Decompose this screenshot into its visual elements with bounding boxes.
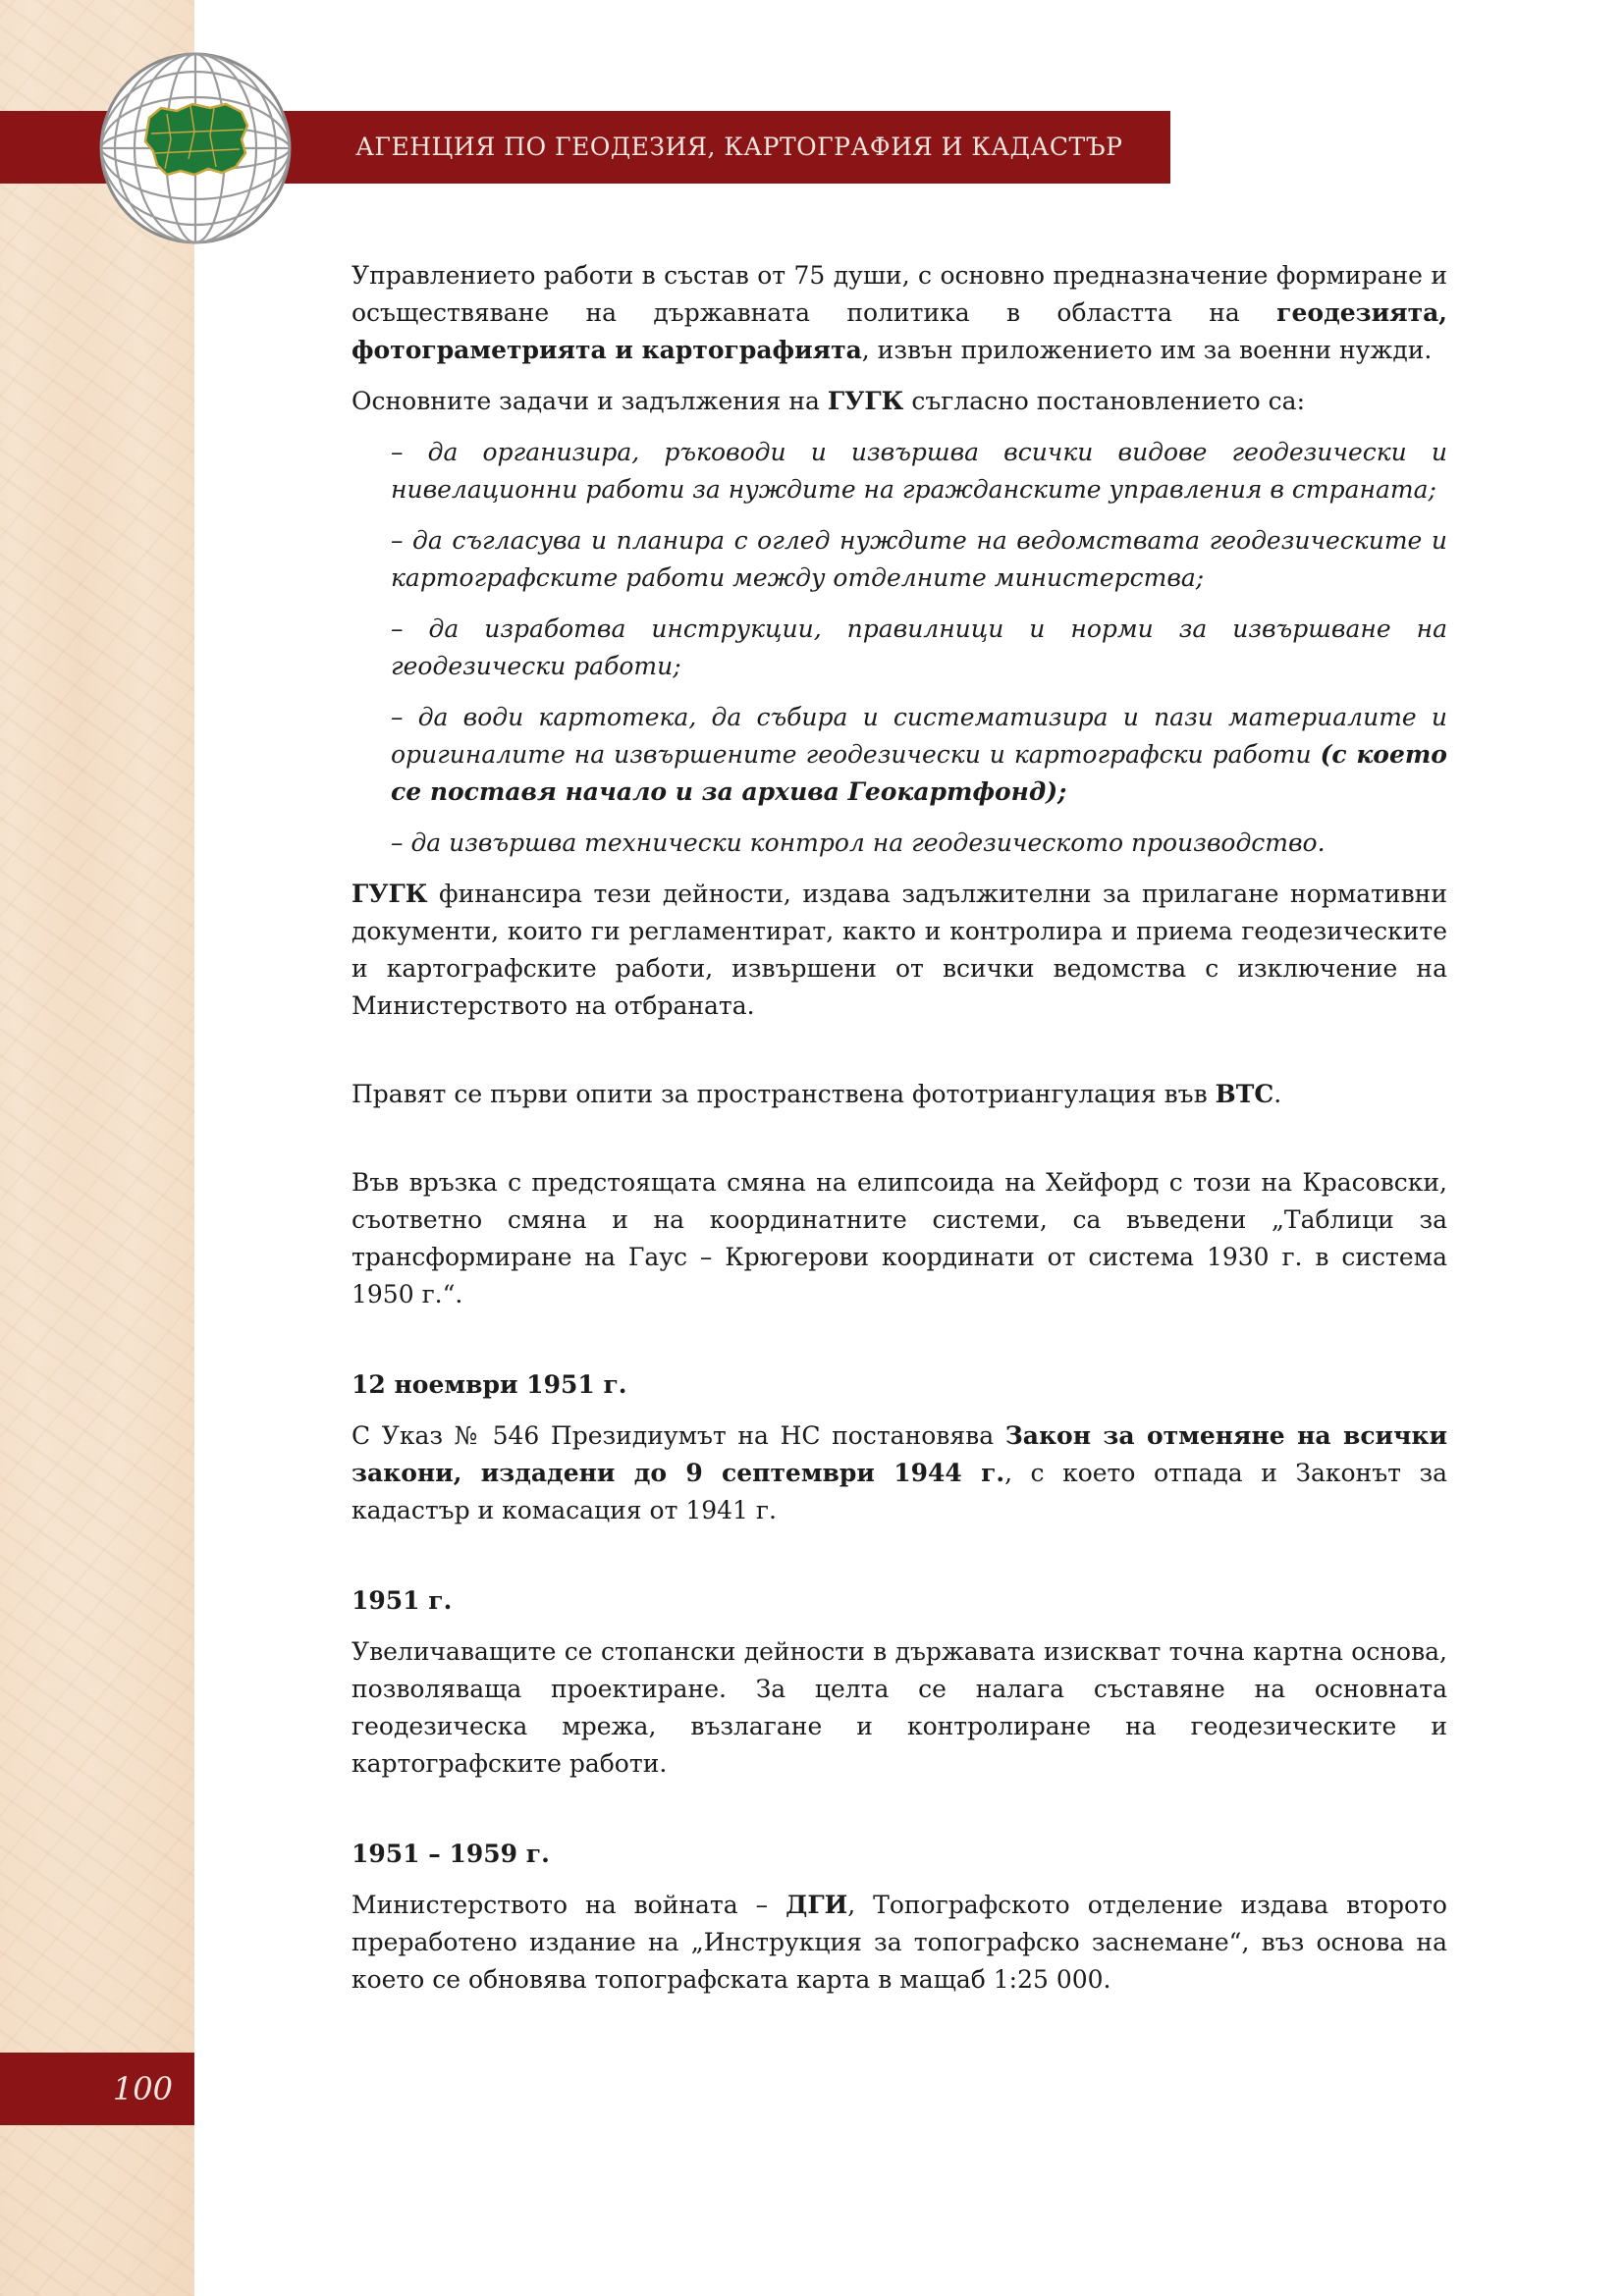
paragraph-economic-activities: Увеличаващите се стопански дейности в държавата изискват точна картна основа, позволяваща проектиране. За целта се налага съставяне на основната геодезическа мрежа, възлагане и контролиране на геодезическите и картографските работи.	[352, 1637, 1447, 1778]
paragraph-decree	[352, 1417, 1447, 1529]
paragraph-tasks-intro	[352, 383, 1447, 420]
bold-text-run: Закон за отменяне на всички закони, издадени до 9 септември 1944 г.	[352, 1421, 1447, 1487]
page-number: 100	[112, 2070, 173, 2108]
list-item: – да изработва инструкции, правилници и норми за извършване на геодезически работи;	[391, 614, 1447, 680]
text-run: Министерството на войната –	[352, 1891, 786, 1919]
bold-text-run: ДГИ	[785, 1891, 848, 1919]
bold-text-run: (с което се поставя начало и за архива Геокартфонд);	[391, 740, 1447, 806]
text-run: Основните задачи и задължения на	[352, 387, 828, 415]
globe-logo-icon	[98, 51, 293, 245]
text-run: съгласно постановлението са:	[903, 387, 1305, 415]
paragraph-ministry-of-war	[352, 1887, 1447, 1999]
paragraph-financing	[352, 876, 1447, 1025]
text-run: .	[1273, 1080, 1282, 1108]
bold-text-run: ГУГК	[352, 880, 428, 908]
decorative-side-strip	[0, 0, 194, 2296]
paragraph-management	[352, 257, 1447, 369]
text-run: , с което отпада и Законът за кадастър и комасация от 1941 г.	[352, 1459, 1447, 1524]
paragraph-phototriangulation	[352, 1076, 1447, 1113]
bold-text-run: геодезията, фотограметрията и картографията	[352, 298, 1447, 364]
text-run: Правят се първи опити за пространствена фототриангулация във	[352, 1080, 1216, 1108]
header-title: АГЕНЦИЯ ПО ГЕОДЕЗИЯ, КАРТОГРАФИЯ И КАДАСТЪР	[355, 133, 1123, 161]
text-run: , Топографското отделение издава второто преработено издание на „Инструкция за топографско заснемане“, въз основа на което се обновява топографската карта в мащаб 1:25 000.	[352, 1891, 1447, 1994]
bold-text-run: ВТС	[1215, 1080, 1274, 1108]
list-item	[352, 699, 1447, 811]
main-content	[352, 257, 1447, 1999]
text-run: финансира тези дейности, издава задължителни за прилагане нормативни документи, които ги регламентират, както и контролира и приема геодезическите и картографските работи, извършени от всички ведомства с изключение на Министерството на отбраната.	[352, 880, 1447, 1020]
section-date-heading: 1951 – 1959 г.	[352, 1840, 550, 1868]
bold-text-run: ГУГК	[827, 387, 904, 415]
section-date-heading: 1951 г.	[352, 1586, 453, 1615]
paragraph-ellipsoid: Във връзка с предстоящата смяна на елипсоида на Хейфорд с този на Красовски, съответно смяна и на координатните системи, са въведени „Таблици за трансформиране на Гаус – Крюгерови координати от система 1930 г. в система 1950 г.“.	[352, 1168, 1447, 1308]
text-run: С Указ № 546 Президиумът на НС постановява	[352, 1421, 1005, 1450]
list-item: – да съгласува и планира с оглед нуждите на ведомствата геодезическите и картографските работи между отделните министерства;	[391, 526, 1447, 592]
list-item: – да организира, ръководи и извършва всички видове геодезически и нивелационни работи за нуждите на гражданските управления в страната;	[391, 438, 1447, 504]
list-item: – да извършва технически контрол на геодезическото производство.	[391, 828, 1326, 857]
text-run: – да води картотека, да събира и систематизира и пази материалите и оригиналите на извършените геодезически и картографски работи	[391, 703, 1447, 769]
text-run: , извън приложението им за военни нужди.	[861, 336, 1433, 364]
text-run: Управлението работи в състав от 75 души, с основно предназначение формиране и осъществяване на държавната политика в областта на	[352, 261, 1447, 327]
section-date-heading: 12 ноември 1951 г.	[352, 1370, 627, 1399]
